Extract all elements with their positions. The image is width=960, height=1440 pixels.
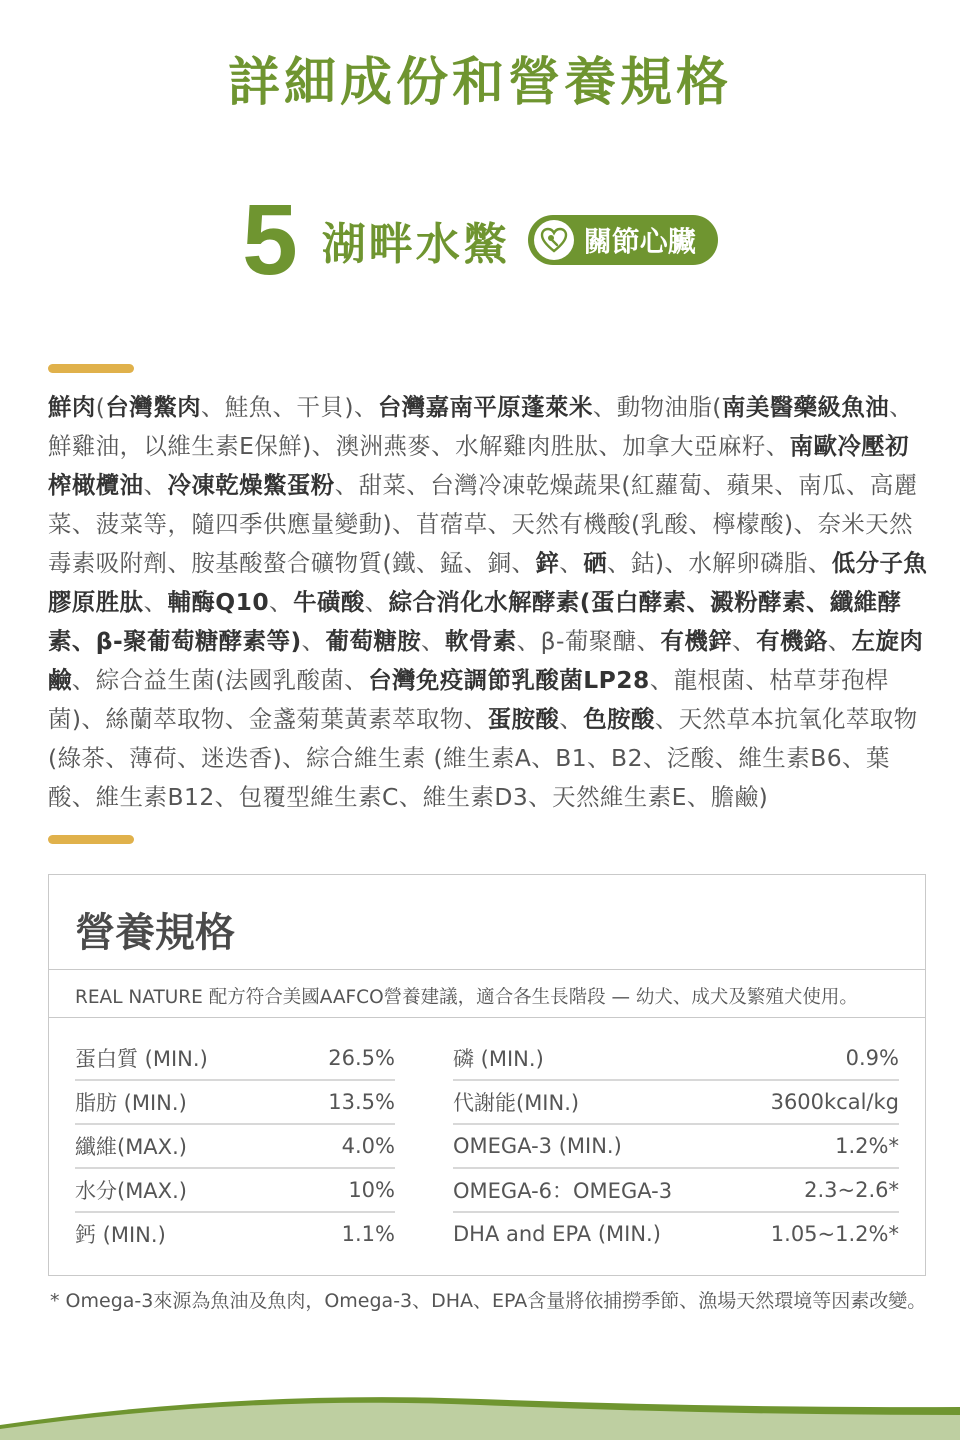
table-row: [453, 1125, 899, 1169]
ingredients-text: [48, 388, 928, 817]
nutrient-label: 纖維(MAX.): [75, 1135, 187, 1159]
ingredient-highlight: 色胺酸: [583, 705, 655, 733]
product-name: 湖畔水鱉: [321, 219, 510, 270]
ingredient-text: 、: [143, 471, 168, 499]
ingredient-text: 、鈷)、水解卵磷脂、: [607, 549, 832, 577]
nutrient-label: 磷 (MIN.): [453, 1047, 544, 1071]
ingredient-text: 、綜合益生菌(法國乳酸菌、: [71, 666, 369, 694]
nutrient-label: 鈣 (MIN.): [75, 1223, 166, 1247]
nutrition-column-left: [75, 1037, 395, 1255]
ingredient-highlight: 鮮肉: [48, 393, 96, 421]
ingredient-text: 、: [559, 549, 584, 577]
nutrition-column-right: [453, 1037, 899, 1255]
decorative-wave: [0, 1385, 960, 1440]
table-row: [75, 1125, 395, 1169]
ingredient-highlight: 有機鉻: [756, 627, 828, 655]
ingredient-highlight: 牛磺酸: [293, 588, 365, 616]
ingredient-text: 、鮮雞油，以維生素E保鮮)、澳洲燕麥、水解雞肉胜肽、加拿大亞麻籽、: [48, 393, 914, 460]
ingredient-highlight: 有機鋅: [660, 627, 733, 655]
nutrient-label: DHA and EPA (MIN.): [453, 1222, 661, 1246]
ingredient-highlight: 低分子魚膠原胜肽: [48, 549, 928, 616]
product-number: 5: [242, 184, 298, 296]
ingredient-highlight: 冷凍乾燥鱉蛋粉: [167, 471, 335, 499]
nutrient-value: 1.2%*: [835, 1134, 899, 1158]
table-row: [75, 1081, 395, 1125]
table-row: [453, 1213, 899, 1255]
ingredient-text: 、天然草本抗氧化萃取物(綠茶、薄荷、迷迭香)、綜合維生素 (維生素A、B1、B2、泛酸、維生素B6、葉酸、維生素B12、包覆型維生素C、維生素D3、天然維生素E、膽鹼): [48, 705, 918, 811]
joint-heart-icon: [534, 220, 574, 260]
footnote: * Omega-3來源為魚油及魚肉，Omega-3、DHA、EPA含量將依捕撈季節、漁場天然環境等因素改變。: [50, 1290, 927, 1312]
ingredient-highlight: 鋅: [535, 549, 560, 577]
nutrient-label: 蛋白質 (MIN.): [75, 1047, 208, 1071]
ingredient-highlight: 南歐冷壓初榨橄欖油: [48, 432, 910, 499]
ingredient-highlight: 台灣免疫調節乳酸菌LP28: [368, 666, 650, 694]
ingredient-highlight: 蛋胺酸: [487, 705, 560, 733]
benefit-badge: [528, 215, 718, 265]
ingredient-highlight: 軟骨素: [445, 627, 517, 655]
nutrient-value: 0.9%: [845, 1046, 899, 1070]
ingredient-text: 、動物油脂(: [592, 393, 722, 421]
nutrient-value: 1.05~1.2%*: [770, 1222, 899, 1246]
ingredient-text: 、: [269, 588, 294, 616]
table-row: [75, 1169, 395, 1213]
nutrition-description: REAL NATURE 配方符合美國AAFCO營養建議，適合各生長階段 — 幼犬、成犬及繁殖犬使用。: [75, 987, 858, 1008]
table-row: [75, 1037, 395, 1081]
ingredient-text: 、: [143, 588, 168, 616]
ingredient-text: (: [95, 393, 106, 421]
divider: [49, 969, 925, 970]
section-divider-bar: [48, 835, 134, 844]
ingredient-highlight: 台灣嘉南平原蓬萊米: [377, 393, 593, 421]
table-row: [453, 1081, 899, 1125]
ingredient-text: 、: [421, 627, 446, 655]
nutrient-value: 13.5%: [328, 1090, 395, 1114]
table-row: [453, 1169, 899, 1213]
ingredient-text: 、: [364, 588, 389, 616]
nutrition-title: 營養規格: [75, 910, 235, 956]
nutrition-table: [48, 874, 926, 1276]
nutrient-label: 代謝能(MIN.): [453, 1091, 580, 1115]
nutrient-value: 4.0%: [341, 1134, 395, 1158]
ingredient-highlight: 南美醫藥級魚油: [721, 393, 890, 421]
ingredient-text: 、: [732, 627, 757, 655]
nutrient-label: OMEGA-3 (MIN.): [453, 1134, 622, 1158]
ingredient-highlight: 硒: [583, 549, 608, 577]
ingredient-highlight: 左旋肉鹼: [48, 627, 924, 694]
ingredient-highlight: 輔酶Q10: [167, 588, 270, 616]
page-title: 詳細成份和營養規格: [227, 53, 732, 113]
badge-label: 關節心臟: [583, 225, 696, 258]
nutrient-value: 2.3~2.6*: [804, 1178, 899, 1202]
nutrient-label: OMEGA-6：OMEGA-3: [453, 1179, 673, 1203]
nutrient-label: 脂肪 (MIN.): [75, 1091, 187, 1115]
nutrient-value: 3600kcal/kg: [770, 1090, 899, 1114]
product-header: [0, 185, 960, 295]
ingredient-highlight: 葡萄糖胺: [325, 627, 422, 655]
section-divider-bar: [48, 364, 134, 373]
ingredient-text: 、: [301, 627, 326, 655]
table-row: [453, 1037, 899, 1081]
ingredient-highlight: 綜合消化水解酵素(蛋白酵素、澱粉酵素、纖維酵素、β-聚葡萄糖酵素等): [48, 588, 902, 655]
ingredient-text: 、β-葡聚醣、: [516, 627, 661, 655]
nutrient-label: 水分(MAX.): [75, 1179, 187, 1203]
ingredient-highlight: 台灣鱉肉: [105, 393, 201, 421]
ingredient-text: 、鮭魚、干貝)、: [200, 393, 378, 421]
ingredient-text: 、龍根菌、枯草芽孢桿菌)、絲蘭萃取物、金盞菊葉黃素萃取物、: [48, 666, 889, 733]
nutrient-value: 1.1%: [341, 1222, 395, 1246]
ingredient-text: 、: [827, 627, 852, 655]
ingredient-text: 、: [559, 705, 584, 733]
ingredient-text: 、甜菜、台灣冷凍乾燥蔬果(紅蘿蔔、蘋果、南瓜、高麗菜、菠菜等，隨四季供應量變動)、苜蓿草、天然有機酸(乳酸、檸檬酸)、奈米天然毒素吸附劑、胺基酸螯合礦物質(鐵、錳、銅、: [48, 471, 918, 577]
nutrient-value: 10%: [348, 1178, 395, 1202]
table-row: [75, 1213, 395, 1255]
nutrient-value: 26.5%: [328, 1046, 395, 1070]
divider: [49, 1017, 925, 1018]
